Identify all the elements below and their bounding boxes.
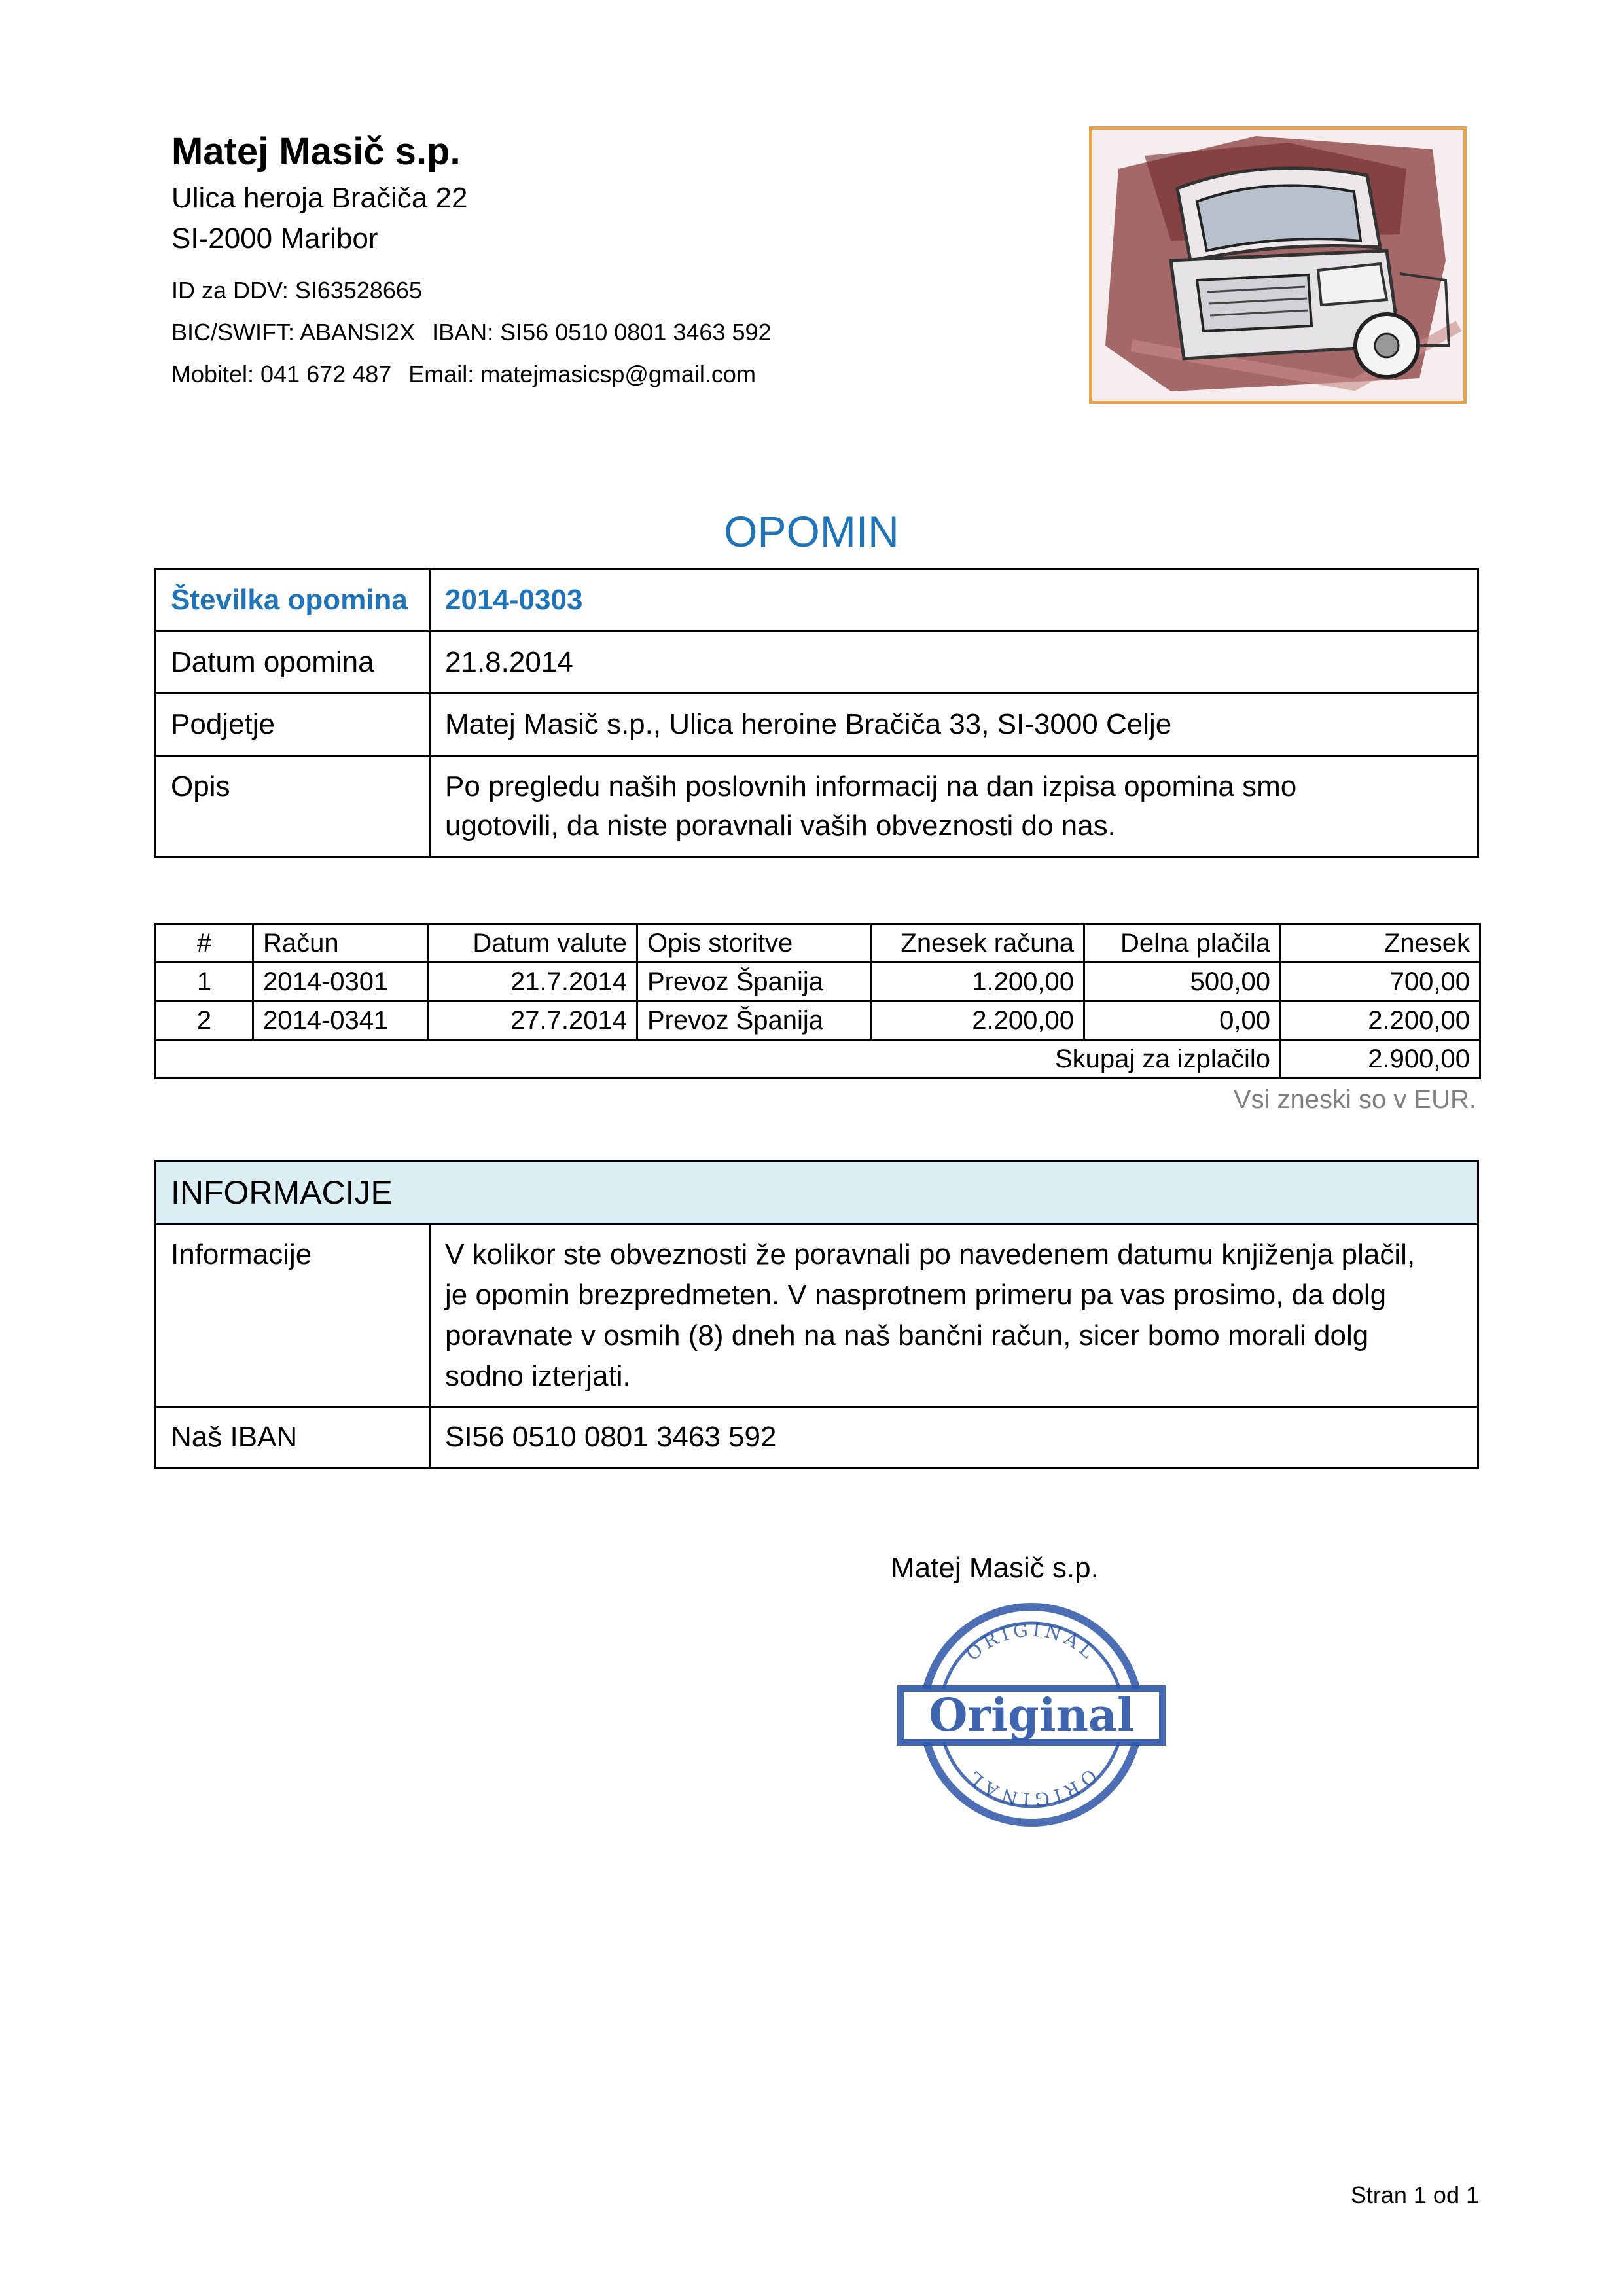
reminder-date-value: 21.8.2014 xyxy=(430,632,1478,694)
iban-label: Naš IBAN xyxy=(156,1407,430,1468)
column-header-service: Opis storitve xyxy=(637,924,871,963)
reminder-description-label: Opis xyxy=(156,756,430,857)
column-header-invoice: Račun xyxy=(253,924,428,963)
company-vat-id: ID za DDV: SI63528665 xyxy=(171,277,422,304)
stamp-ring-text-bottom: ORIGINAL xyxy=(961,1764,1101,1811)
item-number: 1 xyxy=(156,963,253,1001)
item-due-date: 27.7.2014 xyxy=(428,1001,637,1040)
stamp-text: Original xyxy=(929,1689,1134,1742)
item-invoice: 2014-0301 xyxy=(253,963,428,1001)
information-line: poravnate v osmih (8) dneh na naš bančni račun, sicer bomo morali dolg xyxy=(445,1319,1369,1352)
reminder-date-label: Datum opomina xyxy=(156,632,430,694)
item-amount: 2.200,00 xyxy=(1281,1001,1480,1040)
company-address-city: SI-2000 Maribor xyxy=(171,223,378,255)
item-service: Prevoz Španija xyxy=(637,1001,871,1040)
company-contact xyxy=(171,359,756,390)
iban-value: SI56 0510 0801 3463 592 xyxy=(430,1407,1478,1468)
reminder-description-value xyxy=(430,756,1478,857)
column-header-due-date: Datum valute xyxy=(428,924,637,963)
company-bank-info xyxy=(171,317,772,348)
reminder-number-row xyxy=(156,569,1478,632)
stamp-ring-text: ORIGINAL xyxy=(961,1619,1101,1666)
signer-name: Matej Masič s.p. xyxy=(891,1552,1099,1584)
column-header-partial-payments: Delna plačila xyxy=(1084,924,1281,963)
company-phone: Mobitel: 041 672 487 xyxy=(171,361,392,387)
item-invoice-amount: 2.200,00 xyxy=(871,1001,1084,1040)
total-label: Skupaj za izplačilo xyxy=(156,1040,1281,1079)
svg-text:ORIGINAL xyxy=(962,1619,1101,1665)
item-invoice: 2014-0341 xyxy=(253,1001,428,1040)
reminder-description-row xyxy=(156,756,1478,857)
item-partial-payment: 500,00 xyxy=(1084,963,1281,1001)
information-line: V kolikor ste obveznosti že poravnali po navedenem datumu knjiženja plačil, xyxy=(445,1238,1416,1270)
company-name: Matej Masič s.p. xyxy=(171,130,461,173)
reminder-company-label: Podjetje xyxy=(156,694,430,756)
information-row xyxy=(156,1225,1478,1407)
reminder-company-value: Matej Masič s.p., Ulica heroine Bračiča 33, SI-3000 Celje xyxy=(430,694,1478,756)
company-iban: IBAN: SI56 0510 0801 3463 592 xyxy=(432,319,772,346)
item-amount: 700,00 xyxy=(1281,963,1480,1001)
invoice-items-table xyxy=(154,923,1481,1079)
information-text xyxy=(430,1225,1478,1407)
information-table xyxy=(154,1160,1479,1469)
reminder-number-label: Številka opomina xyxy=(156,569,430,632)
information-header-row xyxy=(156,1161,1478,1225)
reminder-date-row xyxy=(156,632,1478,694)
item-due-date: 21.7.2014 xyxy=(428,963,637,1001)
item-invoice-amount: 1.200,00 xyxy=(871,963,1084,1001)
table-row xyxy=(156,1001,1480,1040)
truck-sketch-icon xyxy=(1089,126,1467,404)
svg-text:ORIGINAL xyxy=(961,1765,1101,1811)
original-stamp-icon xyxy=(894,1597,1169,1833)
column-header-number: # xyxy=(156,924,253,963)
information-line: je opomin brezpredmeten. V nasprotnem primeru pa vas prosimo, da dolg xyxy=(445,1279,1387,1311)
currency-note: Vsi zneski so v EUR. xyxy=(1233,1085,1476,1114)
table-row xyxy=(156,963,1480,1001)
company-address-street: Ulica heroja Bračiča 22 xyxy=(171,182,468,214)
company-email: Email: matejmasicsp@gmail.com xyxy=(408,361,756,387)
page-number: Stran 1 od 1 xyxy=(1350,2181,1479,2208)
item-number: 2 xyxy=(156,1001,253,1040)
items-header-row xyxy=(156,924,1480,963)
reminder-company-row xyxy=(156,694,1478,756)
column-header-amount: Znesek xyxy=(1281,924,1480,963)
column-header-invoice-amount: Znesek računa xyxy=(871,924,1084,963)
document-title: OPOMIN xyxy=(724,507,899,556)
item-service: Prevoz Španija xyxy=(637,963,871,1001)
item-partial-payment: 0,00 xyxy=(1084,1001,1281,1040)
items-total-row xyxy=(156,1040,1480,1079)
iban-row xyxy=(156,1407,1478,1468)
description-line: Po pregledu naših poslovnih informacij na dan izpisa opomina smo xyxy=(445,770,1297,802)
information-line: sodno izterjati. xyxy=(445,1360,631,1392)
total-value: 2.900,00 xyxy=(1281,1040,1480,1079)
information-label: Informacije xyxy=(156,1225,430,1407)
company-bic: BIC/SWIFT: ABANSI2X xyxy=(171,319,416,346)
information-header: INFORMACIJE xyxy=(156,1161,1478,1225)
reminder-details-table xyxy=(154,568,1479,858)
description-line: ugotovili, da niste poravnali vaših obveznosti do nas. xyxy=(445,810,1116,842)
reminder-number-value: 2014-0303 xyxy=(430,569,1478,632)
